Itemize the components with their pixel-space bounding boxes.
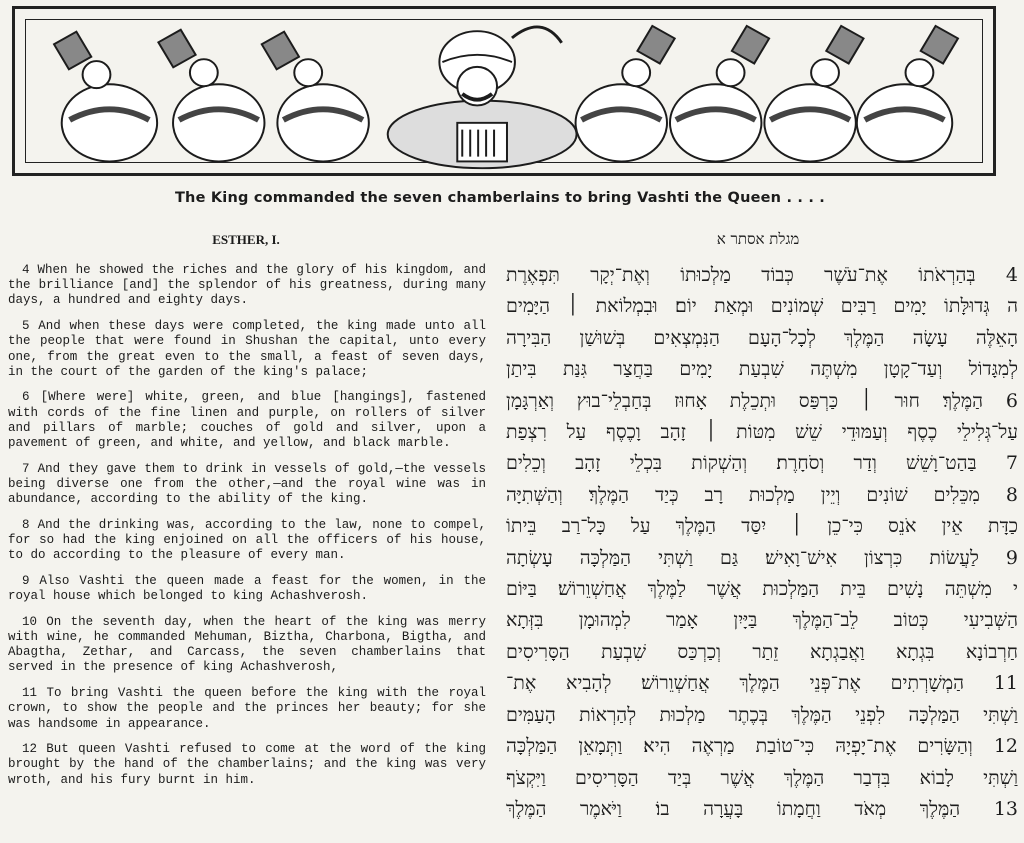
english-heading: ESTHER, I. bbox=[212, 232, 280, 247]
hebrew-line: וַשְׁתִּי לָבוֹא בִּדְבַר הַמֶּלֶךְ אֲשֶׁר בְּיַד הַסָּרִיסִים וַיִּקְצֹף bbox=[506, 766, 1018, 789]
chamberlain-figure bbox=[158, 30, 264, 162]
hebrew-line: 6 הַמֶּלֶךְ׃ חוּר ׀ כַּרְפַּס וּתְכֵלֶת אָחוּז בְּחַבְלֵי־בוּץ וְאַרְגָּמָן bbox=[506, 389, 1018, 412]
king-and-chamberlains-illustration bbox=[15, 9, 993, 173]
chamberlain-figure bbox=[857, 26, 958, 162]
hebrew-line: חַרְבוֹנָא בִּגְתָא וַאֲבַגְתָא זֵתַר וְכַרְכַּס שִׁבְעַת הַסָּרִיסִים bbox=[506, 640, 1018, 663]
illustration-frame bbox=[12, 6, 996, 176]
english-verse: 9 Also Vashti the queen made a feast for the women, in the royal house which belonged to king Achashverosh. bbox=[8, 573, 486, 604]
hebrew-line: 8 מִכֵּלִים שׁוֹנִים וְיֵין מַלְכוּת רָב כְּיַד הַמֶּלֶךְ׃ וְהַשְּׁתִיָּה bbox=[506, 483, 1018, 506]
hebrew-line: 4 בְּהַרְאֹתוֹ אֶת־עֹשֶׁר כְּבוֹד מַלְכוּתוֹ וְאֶת־יְקָר תִּפְאֶרֶת bbox=[506, 264, 1018, 286]
chamberlain-figure bbox=[54, 32, 157, 162]
english-verse: 7 And they gave them to drink in vessels of gold,—the vessels being diverse one from the other,—and the royal wine was in abundance, according to the ability of the king. bbox=[8, 461, 486, 507]
hebrew-text-column bbox=[506, 260, 1018, 825]
english-text-column bbox=[8, 263, 486, 798]
hebrew-line: 13 הַמֶּלֶךְ מְאֹד וַחֲמָתוֹ בָּעֲרָה בוֹ׃ וַיֹּאמֶר הַמֶּלֶךְ bbox=[506, 797, 1018, 820]
chamberlain-figure bbox=[576, 26, 675, 162]
english-verse: 10 On the seventh day, when the heart of the king was merry with wine, he commanded Mehuman, Biztha, Charbona, Bigtha, and Abagtha, Zethar, and Carcass, the seven chamberlains that served in the presence of king Achashverosh, bbox=[8, 614, 486, 675]
hebrew-line: וַשְׁתִּי הַמַּלְכָּה לִפְנֵי הַמֶּלֶךְ בְּכֶתֶר מַלְכוּת לְהַרְאוֹת הָעַמִּים bbox=[506, 703, 1018, 726]
hebrew-line: הָאֵלֶּה עָשָׂה הַמֶּלֶךְ לְכָל־הָעָם הַנִּמְצְאִים בְּשׁוּשַׁן הַבִּירָה bbox=[506, 326, 1018, 349]
hebrew-line: כַדָּת אֵין אֹנֵס כִּי־כֵן ׀ יִסַּד הַמֶּלֶךְ עַל כָּל־רַב בֵּיתוֹ bbox=[506, 515, 1018, 538]
illustration-caption: The King commanded the seven chamberlains to bring Vashti the Queen . . . . bbox=[174, 190, 826, 206]
english-verse: 11 To bring Vashti the queen before the king with the royal crown, to show the people and the princes her beauty; for she was handsome in appearance. bbox=[8, 686, 486, 731]
english-verse: 12 But queen Vashti refused to come at the word of the king brought by the hand of the chamberlains; and the king was very wroth, and his fury burnt in him. bbox=[8, 742, 486, 787]
hebrew-line: ה גְּדוּלָּתוֹ יָמִים רַבִּים שְׁמוֹנִים וּמְאַת יוֹם׃ וּבִמְלוֹאת ׀ הַיָּמִים bbox=[506, 295, 1018, 318]
hebrew-heading: מגלת אסתר א bbox=[716, 230, 800, 248]
hebrew-line: 11 הַמְשָׁרְתִים אֶת־פְּנֵי הַמֶּלֶךְ אֲחַשְׁוֵרוֹשׁ׃ לְהָבִיא אֶת־ bbox=[506, 672, 1018, 695]
english-verse: 6 [Where were] white, green, and blue [hangings], fastened with cords of the fine linen and purple, on rollers of silver and pillars of marble; couches of gold and silver, upon a pavement of green, and white, and yellow, and black marble. bbox=[8, 390, 486, 451]
hebrew-line: עַל־גְּלִילֵי כֶסֶף וְעַמּוּדֵי שֵׁשׁ מִטּוֹת ׀ זָהָב וָכֶסֶף עַל רִצְפַת bbox=[506, 421, 1018, 444]
hebrew-line: י מִשְׁתֵּה נָשִׁים בֵּית הַמַּלְכוּת אֲשֶׁר לַמֶּלֶךְ אֲחַשְׁוֵרוֹשׁ׃ בַּיּוֹם bbox=[506, 578, 1018, 601]
chamberlain-figure bbox=[670, 26, 769, 162]
english-verse: 8 And the drinking was, according to the law, none to compel, for so had the king enjoined on all the officers of his house, to do according to the pleasure of every man. bbox=[8, 517, 486, 563]
hebrew-line: 7 בַּהַט־וָשֵׁשׁ וְדַר וְסֹחָרֶת׃ וְהַשְׁקוֹת בִּכְלֵי זָהָב וְכֵלִים bbox=[506, 452, 1018, 475]
english-verse: 4 When he showed the riches and the glory of his kingdom, and the brilliance [and] the splendor of his greatness, during many days, a hundred and eighty days. bbox=[8, 263, 486, 308]
king-figure bbox=[388, 27, 577, 168]
hebrew-line: לְמִגָּדוֹל וְעַד־קָטָן מִשְׁתֶּה שִׁבְעַת יָמִים בַּחֲצַר גִּנַּת בִּיתַן bbox=[506, 358, 1018, 381]
hebrew-line: 9 לַעֲשׂוֹת כִּרְצוֹן אִישׁ־וָאִישׁ׃ גַּם וַשְׁתִּי הַמַּלְכָּה עָשְׂתָה bbox=[506, 546, 1018, 569]
hebrew-line: הַשְּׁבִיעִי כְּטוֹב לֵב־הַמֶּלֶךְ בַּיָּיִן אָמַר לִמְהוּמָן בִּזְּתָא bbox=[506, 609, 1018, 632]
chamberlain-figure bbox=[262, 32, 369, 162]
hebrew-line: 12 וְהַשָּׂרִים אֶת־יָפְיָהּ כִּי־טוֹבַת מַרְאֶה הִיא׃ וַתְּמָאֵן הַמַּלְכָּה bbox=[506, 735, 1018, 758]
chamberlain-figure bbox=[764, 26, 863, 162]
english-verse: 5 And when these days were completed, the king made unto all the people that were found in Shushan the capital, unto every one, from the great even to the small, a feast of seven days, in the court of the garden of the king's palace; bbox=[8, 319, 486, 379]
